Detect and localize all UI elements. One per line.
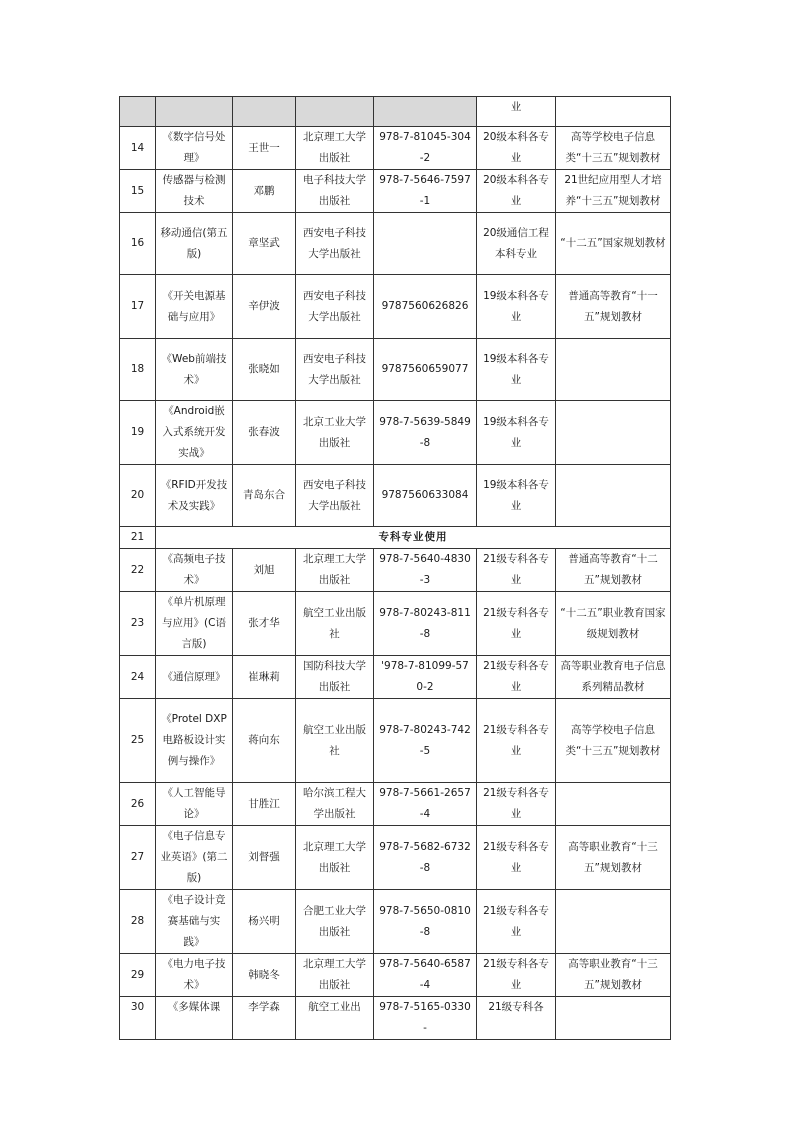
table-cell-title: 《高频电子技术》 — [156, 549, 233, 592]
table-row — [120, 656, 671, 699]
table-row — [120, 127, 671, 170]
table-row — [120, 954, 671, 997]
table-cell-level: 21级专科各专业 — [477, 656, 556, 699]
table-cell-publisher: 西安电子科技大学出版社 — [296, 339, 374, 401]
table-cell-author: 刘督强 — [233, 826, 296, 890]
table-cell-isbn: 978-7-5682-6732-8 — [374, 826, 477, 890]
table-cell-level: 19级本科各专业 — [477, 275, 556, 339]
table-cell-level: 21级专科各专业 — [477, 549, 556, 592]
table-cell-author — [233, 97, 296, 127]
table-cell-level: 21级专科各专业 — [477, 592, 556, 656]
table-cell-publisher: 航空工业出版社 — [296, 699, 374, 783]
table-cell-publisher: 西安电子科技大学出版社 — [296, 465, 374, 527]
table-cell-number — [120, 97, 156, 127]
table-cell-level: 21级专科各专业 — [477, 699, 556, 783]
table-cell-publisher: 合肥工业大学出版社 — [296, 890, 374, 954]
table-cell-note: 21世纪应用型人才培养“十三五”规划教材 — [556, 170, 671, 213]
table-cell-number: 28 — [120, 890, 156, 954]
table-cell-title: 《电子设计竞赛基础与实践》 — [156, 890, 233, 954]
table-cell-author: 王世一 — [233, 127, 296, 170]
table-cell-publisher: 北京理工大学出版社 — [296, 127, 374, 170]
table-cell-author: 张春波 — [233, 401, 296, 465]
table-row — [120, 592, 671, 656]
table-cell-number: 26 — [120, 783, 156, 826]
table-cell-number: 21 — [120, 527, 156, 549]
table-cell-number: 22 — [120, 549, 156, 592]
table-cell-note: 高等职业教育“十三五”规划教材 — [556, 826, 671, 890]
table-cell-note: 普通高等教育“十二五”规划教材 — [556, 549, 671, 592]
table-cell-author: 蒋向东 — [233, 699, 296, 783]
table-cell-number: 15 — [120, 170, 156, 213]
table-cell-author: 辛伊波 — [233, 275, 296, 339]
table-cell-isbn: 978-7-80243-811-8 — [374, 592, 477, 656]
table-row — [120, 783, 671, 826]
table-cell-level: 19级本科各专业 — [477, 339, 556, 401]
table-cell-note — [556, 401, 671, 465]
table-cell-author: 章坚武 — [233, 213, 296, 275]
table-cell-title: 《电力电子技术》 — [156, 954, 233, 997]
table-cell-title: 《Android嵌入式系统开发实战》 — [156, 401, 233, 465]
table-cell-note: “十二五”职业教育国家级规划教材 — [556, 592, 671, 656]
table-row — [120, 699, 671, 783]
table-cell-publisher: 北京理工大学出版社 — [296, 954, 374, 997]
table-cell-publisher: 航空工业出版社 — [296, 592, 374, 656]
table-cell-isbn: 9787560633084 — [374, 465, 477, 527]
table-cell-isbn: 978-7-5661-2657-4 — [374, 783, 477, 826]
table-cell-note: 高等职业教育电子信息系列精品教材 — [556, 656, 671, 699]
table-cell-title: 传感器与检测技术 — [156, 170, 233, 213]
table-cell-number: 19 — [120, 401, 156, 465]
table-cell-author: 甘胜江 — [233, 783, 296, 826]
table-cell-note: 普通高等教育“十一五”规划教材 — [556, 275, 671, 339]
table-cell-isbn: 9787560626826 — [374, 275, 477, 339]
table-cell-author: 邓鹏 — [233, 170, 296, 213]
table-cell-note — [556, 339, 671, 401]
table-cell-title: 《多媒体课 — [156, 997, 233, 1040]
table-cell-number: 24 — [120, 656, 156, 699]
table-row — [120, 401, 671, 465]
table-cell-number: 25 — [120, 699, 156, 783]
table-cell-note — [556, 997, 671, 1040]
table-cell-publisher: 电子科技大学出版社 — [296, 170, 374, 213]
table-cell-publisher: 西安电子科技大学出版社 — [296, 275, 374, 339]
table-cell-isbn — [374, 97, 477, 127]
table-cell-isbn: 978-7-5640-6587-4 — [374, 954, 477, 997]
table-cell-note: 高等学校电子信息类“十三五”规划教材 — [556, 127, 671, 170]
table-cell-publisher: 北京理工大学出版社 — [296, 549, 374, 592]
table-cell-level: 21级专科各专业 — [477, 783, 556, 826]
table-cell-note — [556, 890, 671, 954]
table-cell-title: 《Protel DXP电路板设计实例与操作》 — [156, 699, 233, 783]
table-cell-level: 19级本科各专业 — [477, 401, 556, 465]
table-cell-note: 高等职业教育“十三五”规划教材 — [556, 954, 671, 997]
table-cell-level: 20级通信工程本科专业 — [477, 213, 556, 275]
table-cell-publisher: 航空工业出 — [296, 997, 374, 1040]
table-cell-title: 《Web前端技术》 — [156, 339, 233, 401]
table-cell-title: 《电子信息专业英语》(第二版) — [156, 826, 233, 890]
table-cell-title: 《RFID开发技术及实践》 — [156, 465, 233, 527]
table-cell-number: 20 — [120, 465, 156, 527]
table-cell-publisher: 北京理工大学出版社 — [296, 826, 374, 890]
table-cell-publisher: 西安电子科技大学出版社 — [296, 213, 374, 275]
section-row — [120, 527, 671, 549]
section-title: 专科专业使用 — [156, 527, 671, 549]
table-cell-author: 杨兴明 — [233, 890, 296, 954]
table-cell-number: 23 — [120, 592, 156, 656]
table-cell-isbn: 978-7-5646-7597-1 — [374, 170, 477, 213]
table-cell-author: 张晓如 — [233, 339, 296, 401]
table-cell-author: 崔琳莉 — [233, 656, 296, 699]
table-row — [120, 890, 671, 954]
table-cell-title — [156, 97, 233, 127]
table-cell-title: 移动通信(第五版) — [156, 213, 233, 275]
table-cell-publisher: 国防科技大学出版社 — [296, 656, 374, 699]
table-cell-author: 李学森 — [233, 997, 296, 1040]
table-row — [120, 826, 671, 890]
table-cell-note: “十二五”国家规划教材 — [556, 213, 671, 275]
table-cell-title: 《通信原理》 — [156, 656, 233, 699]
table-cell-title: 《数字信号处理》 — [156, 127, 233, 170]
table-cell-level: 19级本科各专业 — [477, 465, 556, 527]
table-cell-note — [556, 465, 671, 527]
table-cell-publisher: 北京工业大学出版社 — [296, 401, 374, 465]
table-cell-author: 张才华 — [233, 592, 296, 656]
table-cell-title: 《人工智能导论》 — [156, 783, 233, 826]
table-cell-number: 27 — [120, 826, 156, 890]
table-cell-isbn: 978-7-5165-0330- — [374, 997, 477, 1040]
table-row — [120, 549, 671, 592]
table-cell-number: 17 — [120, 275, 156, 339]
table-row — [120, 97, 671, 127]
table-cell-note — [556, 783, 671, 826]
table-cell-publisher: 哈尔滨工程大学出版社 — [296, 783, 374, 826]
table-cell-level: 21级专科各专业 — [477, 890, 556, 954]
table-cell-level: 20级本科各专业 — [477, 127, 556, 170]
table-cell-author: 刘旭 — [233, 549, 296, 592]
table-cell-author: 韩晓冬 — [233, 954, 296, 997]
table-row — [120, 997, 671, 1040]
table-row — [120, 275, 671, 339]
table-cell-isbn: '978-7-81099-570-2 — [374, 656, 477, 699]
table-cell-publisher — [296, 97, 374, 127]
table-cell-level: 21级专科各 — [477, 997, 556, 1040]
table-cell-number: 16 — [120, 213, 156, 275]
table-cell-isbn: 978-7-5639-5849-8 — [374, 401, 477, 465]
table-cell-note: 高等学校电子信息类“十三五”规划教材 — [556, 699, 671, 783]
table-cell-level: 业 — [477, 97, 556, 127]
table-cell-title: 《开关电源基础与应用》 — [156, 275, 233, 339]
table-cell-isbn: 978-7-5640-4830-3 — [374, 549, 477, 592]
table-cell-isbn: 978-7-80243-742-5 — [374, 699, 477, 783]
table-cell-level: 21级专科各专业 — [477, 826, 556, 890]
table-cell-isbn: 978-7-5650-0810-8 — [374, 890, 477, 954]
table-cell-note — [556, 97, 671, 127]
table-row — [120, 213, 671, 275]
table-cell-number: 18 — [120, 339, 156, 401]
table-cell-level: 21级专科各专业 — [477, 954, 556, 997]
table-cell-level: 20级本科各专业 — [477, 170, 556, 213]
table-cell-isbn: 9787560659077 — [374, 339, 477, 401]
table-cell-author: 青岛东合 — [233, 465, 296, 527]
table-cell-number: 30 — [120, 997, 156, 1040]
table-cell-number: 29 — [120, 954, 156, 997]
table-cell-title: 《单片机原理与应用》(C语言版) — [156, 592, 233, 656]
table-row — [120, 170, 671, 213]
table-cell-isbn — [374, 213, 477, 275]
table-row — [120, 465, 671, 527]
table-row — [120, 339, 671, 401]
table-cell-isbn: 978-7-81045-304-2 — [374, 127, 477, 170]
table-cell-number: 14 — [120, 127, 156, 170]
textbook-table — [119, 96, 671, 1040]
